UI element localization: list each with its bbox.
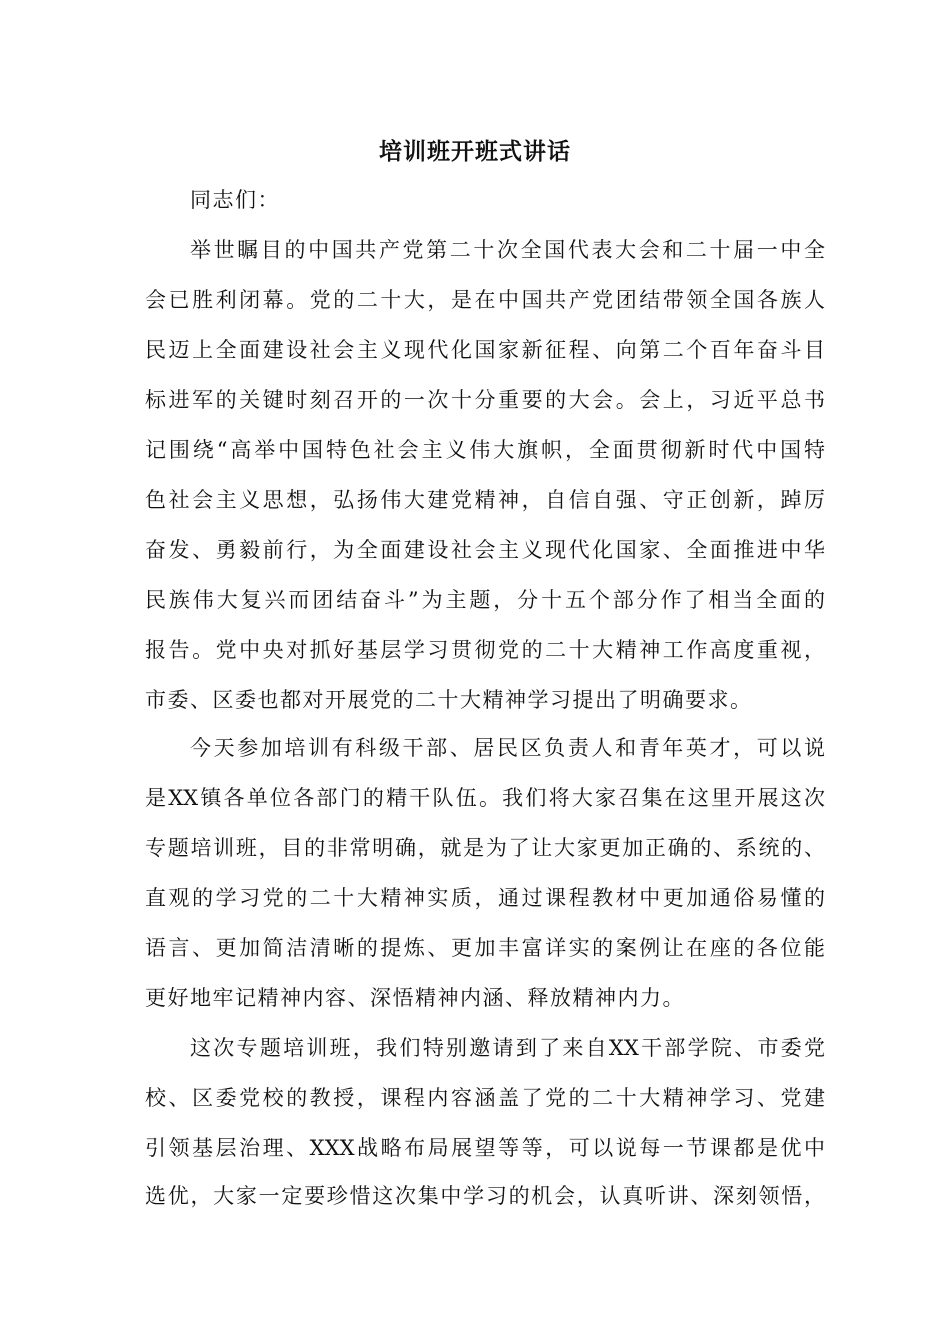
paragraph-line: 直观的学习党的二十大精神实质，通过课程教材中更加通俗易懂的 bbox=[145, 886, 825, 910]
paragraph-line: 语言、更加简洁清晰的提炼、更加丰富详实的案例让在座的各位能 bbox=[145, 936, 825, 960]
document-title: 培训班开班式讲话 bbox=[379, 138, 571, 165]
paragraph-line: 标进军的关键时刻召开的一次十分重要的大会。会上，习近平总书 bbox=[145, 388, 825, 412]
paragraph-line: 校、区委党校的教授，课程内容涵盖了党的二十大精神学习、党建 bbox=[145, 1086, 825, 1110]
paragraph-line: 色社会主义思想，弘扬伟大建党精神，自信自强、守正创新，踔厉 bbox=[145, 488, 825, 512]
paragraph-line: 选优，大家一定要珍惜这次集中学习的机会，认真听讲、深刻领悟， bbox=[145, 1184, 825, 1208]
paragraph-line: 市委、区委也都对开展党的二十大精神学习提出了明确要求。 bbox=[145, 688, 753, 712]
paragraph-line: 是XX镇各单位各部门的精干队伍。我们将大家召集在这里开展这次 bbox=[145, 786, 825, 810]
paragraph-line: 民族伟大复兴而团结奋斗”为主题，分十五个部分作了相当全面的 bbox=[145, 588, 825, 612]
paragraph-line: 引领基层治理、XXX战略布局展望等等，可以说每一节课都是优中 bbox=[145, 1136, 825, 1160]
paragraph-line: 专题培训班，目的非常明确，就是为了让大家更加正确的、系统的、 bbox=[145, 836, 825, 860]
paragraph-line: 今天参加培训有科级干部、居民区负责人和青年英才，可以说 bbox=[190, 736, 825, 760]
paragraph-line: 这次专题培训班，我们特别邀请到了来自XX干部学院、市委党 bbox=[190, 1036, 825, 1060]
paragraph-line: 奋发、勇毅前行，为全面建设社会主义现代化国家、全面推进中华 bbox=[145, 538, 825, 562]
salutation: 同志们： bbox=[190, 188, 280, 212]
paragraph-line: 更好地牢记精神内容、深悟精神内涵、释放精神内力。 bbox=[145, 986, 685, 1010]
paragraph-line: 民迈上全面建设社会主义现代化国家新征程、向第二个百年奋斗目 bbox=[145, 338, 825, 362]
paragraph-line: 举世瞩目的中国共产党第二十次全国代表大会和二十届一中全 bbox=[190, 238, 825, 262]
paragraph-line: 报告。党中央对抓好基层学习贯彻党的二十大精神工作高度重视， bbox=[145, 638, 825, 662]
paragraph-line: 会已胜利闭幕。党的二十大，是在中国共产党团结带领全国各族人 bbox=[145, 288, 825, 312]
paragraph-line: 记围绕“高举中国特色社会主义伟大旗帜，全面贯彻新时代中国特 bbox=[145, 438, 825, 462]
